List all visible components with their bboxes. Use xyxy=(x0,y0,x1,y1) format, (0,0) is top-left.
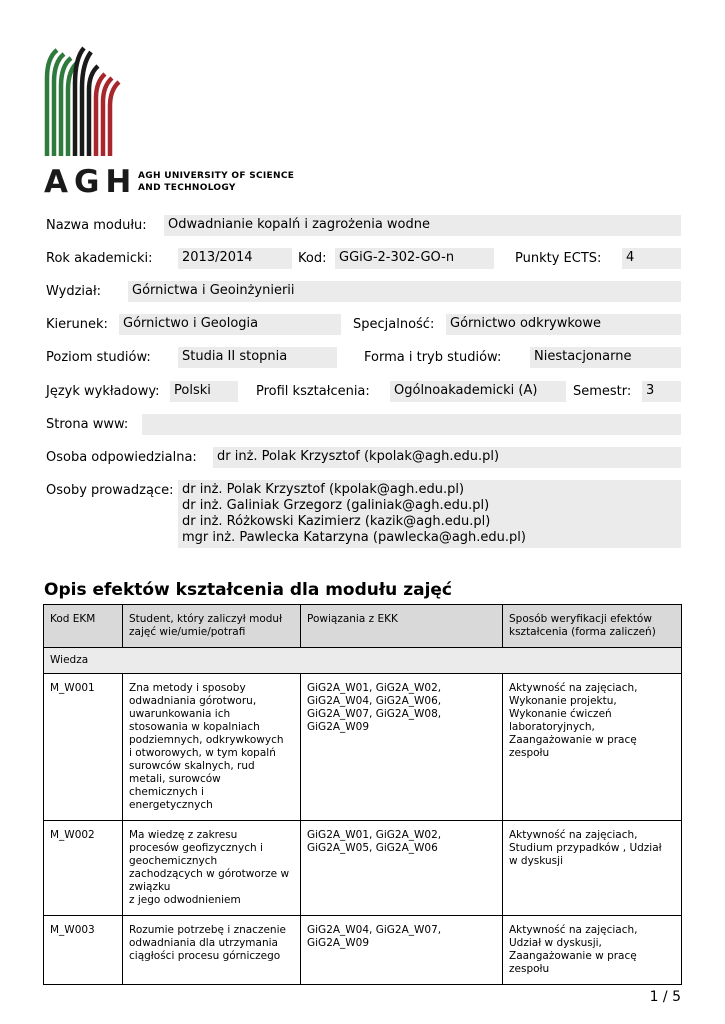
text-line: związku xyxy=(129,881,171,893)
text-line: Zna metody i sposoby xyxy=(129,682,246,694)
text-line: odwadniania górotworu, xyxy=(129,695,257,707)
agh-wordmark: AGH xyxy=(44,164,138,199)
text-line: podziemnych, odkrywkowych xyxy=(129,734,284,746)
module-name-label: Nazwa modułu: xyxy=(46,218,147,233)
text-line: odwadniania dla utrzymania xyxy=(129,937,278,949)
text-line: Zaangażowanie w pracę xyxy=(509,734,637,746)
row-code: M_W001 xyxy=(44,674,123,821)
level-label: Poziom studiów: xyxy=(46,350,151,365)
academic-year-field: 2013/2014 xyxy=(178,248,292,269)
text-line: Zaangażowanie w pracę xyxy=(509,950,637,962)
teacher-item: mgr inż. Pawlecka Katarzyna (pawlecka@agh.edu.pl) xyxy=(182,530,526,545)
text-line: metali, surowców xyxy=(129,773,221,785)
text-line: Ma wiedzę z zakresu xyxy=(129,829,238,841)
language-field: Polski xyxy=(170,381,238,402)
text-line: procesów geofizycznych i xyxy=(129,842,263,854)
row-code: M_W002 xyxy=(44,821,123,916)
table-row xyxy=(44,916,682,985)
row-verification xyxy=(503,674,682,821)
study-mode-field: Niestacjonarne xyxy=(530,347,681,368)
field-of-study-label: Kierunek: xyxy=(46,317,108,332)
semester-field: 3 xyxy=(642,381,681,402)
text-line: zespołu xyxy=(509,747,550,759)
text-line: zachodzących w górotworze w xyxy=(129,868,290,880)
text-line: z jego odwodnieniem xyxy=(129,894,241,906)
text-line: Rozumie potrzebę i znaczenie xyxy=(129,924,286,936)
university-line-2: AND TECHNOLOGY xyxy=(138,183,236,193)
row-description xyxy=(123,674,301,821)
profile-label: Profil kształcenia: xyxy=(256,384,370,399)
text-line: Udział w dyskusji, xyxy=(509,937,602,949)
code-label: Kod: xyxy=(298,251,327,266)
text-line: GiG2A_W04, GiG2A_W07, xyxy=(307,924,442,936)
text-line: geochemicznych xyxy=(129,855,218,867)
text-line: GiG2A_W05, GiG2A_W06 xyxy=(307,842,438,854)
website-label: Strona www: xyxy=(46,417,129,432)
teachers-label: Osoby prowadzące: xyxy=(46,483,174,498)
text-line: w dyskusji xyxy=(509,855,563,867)
responsible-field: dr inż. Polak Krzysztof (kpolak@agh.edu.pl) xyxy=(213,447,681,468)
header-verification: Sposób weryfikacji efektów kształcenia (forma zaliczeń) xyxy=(503,605,682,648)
text-line: Aktywność na zajęciach, xyxy=(509,924,638,936)
study-mode-label: Forma i tryb studiów: xyxy=(364,350,502,365)
specialty-label: Specjalność: xyxy=(353,317,435,332)
text-line: uwarunkowania ich xyxy=(129,708,231,720)
university-line-1: AGH UNIVERSITY OF SCIENCE xyxy=(138,171,295,181)
teacher-item: dr inż. Polak Krzysztof (kpolak@agh.edu.pl) xyxy=(182,482,465,497)
text-line: Wykonanie ćwiczeń xyxy=(509,708,612,720)
text-line: chemicznych i xyxy=(129,786,204,798)
text-line: Wykonanie projektu, xyxy=(509,695,617,707)
category-row xyxy=(44,648,682,674)
teacher-item: dr inż. Galiniak Grzegorz (galiniak@agh.edu.pl) xyxy=(182,498,490,513)
ects-label: Punkty ECTS: xyxy=(515,251,602,266)
text-line: zespołu xyxy=(509,963,550,975)
row-links xyxy=(301,674,503,821)
teachers-field xyxy=(178,480,681,548)
text-line: ciągłości procesu górniczego xyxy=(129,950,281,962)
table-row xyxy=(44,674,682,821)
academic-year-label: Rok akademicki: xyxy=(46,251,153,266)
ects-field: 4 xyxy=(622,248,681,269)
header-description: Student, który zaliczył moduł zajęć wie/umie/potrafi xyxy=(123,605,301,648)
faculty-label: Wydział: xyxy=(46,284,102,299)
language-label: Język wykładowy: xyxy=(46,384,160,399)
profile-field: Ogólnoakademicki (A) xyxy=(390,381,566,402)
section-title: Opis efektów kształcenia dla modułu zajęć xyxy=(44,580,453,600)
header-links: Powiązania z EKK xyxy=(301,605,503,648)
text-line: GiG2A_W07, GiG2A_W08, xyxy=(307,708,442,720)
teacher-item: dr inż. Różkowski Kazimierz (kazik@agh.edu.pl) xyxy=(182,514,491,529)
faculty-field: Górnictwa i Geoinżynierii xyxy=(128,281,681,302)
row-links xyxy=(301,821,503,916)
text-line: stosowania w kopalniach xyxy=(129,721,260,733)
text-line: Aktywność na zajęciach, xyxy=(509,829,638,841)
row-description xyxy=(123,821,301,916)
code-field: GGiG-2-302-GO-n xyxy=(335,248,494,269)
text-line: laboratoryjnych, xyxy=(509,721,595,733)
learning-outcomes-table xyxy=(43,604,682,985)
row-description xyxy=(123,916,301,985)
website-field xyxy=(142,414,681,435)
category-label: Wiedza xyxy=(44,648,682,674)
row-code: M_W003 xyxy=(44,916,123,985)
text-line: GiG2A_W09 xyxy=(307,721,370,733)
row-verification xyxy=(503,821,682,916)
text-line: i otworowych, w tym kopalń xyxy=(129,747,276,759)
table-row xyxy=(44,821,682,916)
university-name xyxy=(138,170,294,194)
text-line: Studium przypadków , Udział xyxy=(509,842,662,854)
header-code: Kod EKM xyxy=(44,605,123,648)
level-field: Studia II stopnia xyxy=(178,347,337,368)
text-line: GiG2A_W09 xyxy=(307,937,370,949)
page-number: 1 / 5 xyxy=(649,989,681,1005)
module-name-field: Odwadnianie kopalń i zagrożenia wodne xyxy=(164,215,681,236)
table-header-row xyxy=(44,605,682,648)
semester-label: Semestr: xyxy=(573,384,632,399)
field-of-study-field: Górnictwo i Geologia xyxy=(119,314,341,335)
text-line: GiG2A_W04, GiG2A_W06, xyxy=(307,695,442,707)
text-line: energetycznych xyxy=(129,799,213,811)
specialty-field: Górnictwo odkrywkowe xyxy=(446,314,681,335)
text-line: GiG2A_W01, GiG2A_W02, xyxy=(307,682,442,694)
text-line: Aktywność na zajęciach, xyxy=(509,682,638,694)
text-line: GiG2A_W01, GiG2A_W02, xyxy=(307,829,442,841)
text-line: surowców skalnych, rud xyxy=(129,760,255,772)
row-verification xyxy=(503,916,682,985)
row-links xyxy=(301,916,503,985)
responsible-label: Osoba odpowiedzialna: xyxy=(46,450,197,465)
